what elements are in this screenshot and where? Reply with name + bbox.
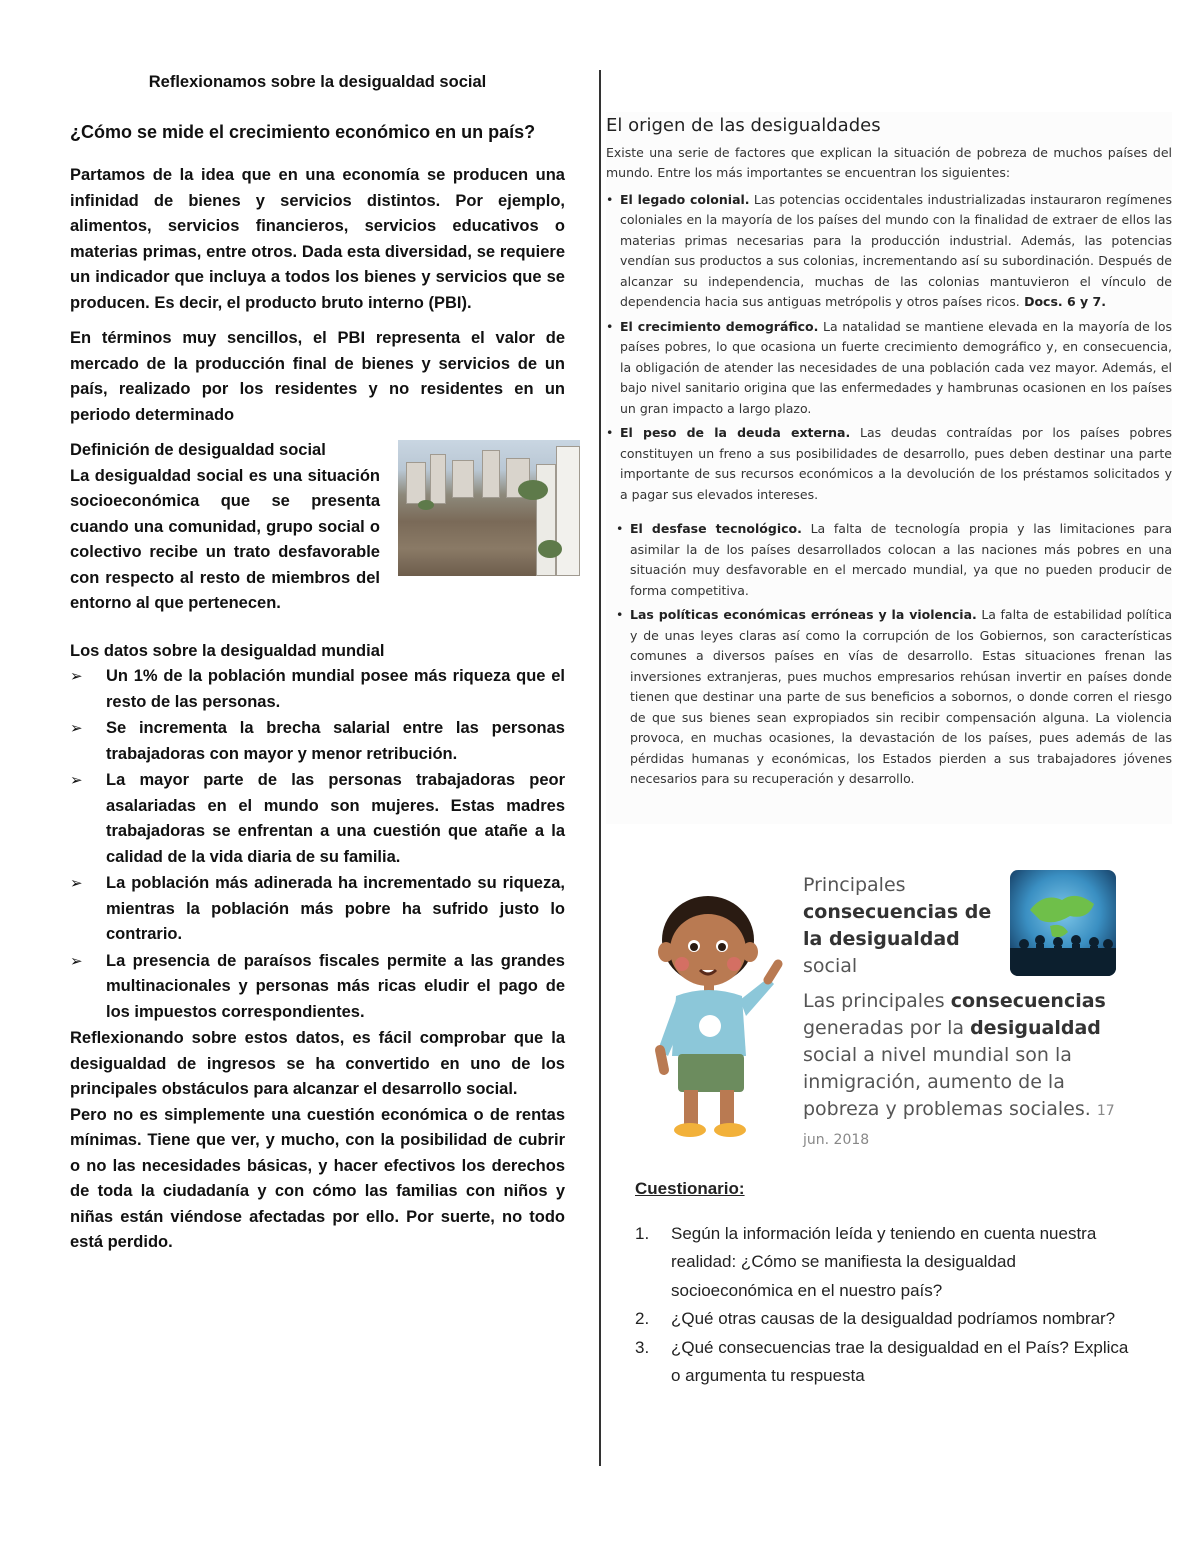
city-inequality-photo: [398, 440, 580, 576]
column-divider: [599, 70, 601, 1466]
questionnaire: [635, 1175, 1135, 1391]
paragraph-reflection: Reflexionando sobre estos datos, es fácil comprobar que la desigualdad de ingresos se ha convertido en uno de los principales obstáculos para alcanzar el desarrollo social.: [70, 1029, 565, 1098]
inequality-data-list: [70, 664, 565, 1025]
page-title: Reflexionamos sobre la desigualdad social: [148, 73, 487, 91]
definition-block: [70, 438, 565, 617]
arrow-bullet-icon: ➢: [70, 772, 83, 789]
excerpt-intro: Existe una serie de factores que explican la situación de pobreza de muchos países del mundo. Entre los más importantes se encuentran los siguientes:: [606, 144, 1172, 180]
child-pointing-illustration: [646, 880, 786, 1142]
globe-people-thumbnail: [1010, 870, 1116, 976]
excerpt-item: • El desfase tecnológico. La falta de tecnología propia y las limitaciones para asimilar la de los países desarrollados colocan a las naciones más pobres en una situación muy desfavorable en el mercado mundial, ya que no pueden producir de forma competitiva.: [616, 519, 1172, 601]
arrow-bullet-icon: ➢: [70, 720, 83, 737]
list-item: ➢ Un 1% de la población mundial posee más riqueza que el resto de las personas.: [70, 664, 565, 715]
question-item: 3. ¿Qué consecuencias trae la desigualdad en el País? Explica o argumenta tu respuesta: [635, 1337, 1129, 1385]
arrow-bullet-icon: ➢: [70, 668, 83, 685]
definition-heading: Definición de desigualdad social: [70, 441, 326, 459]
arrow-bullet-icon: ➢: [70, 952, 83, 970]
excerpt-title: El origen de las desigualdades: [606, 115, 881, 136]
consequences-card: [606, 862, 1126, 1152]
card-title: Principales consecuencias de la desigualdad social: [803, 874, 992, 977]
section-question: ¿Cómo se mide el crecimiento económico en un país?: [70, 121, 536, 142]
card-summary: Las principales consecuencias generadas por la desigualdad social a nivel mundial son la inmigración, aumento de la pobreza y problemas sociales. 17 jun. 2018: [803, 990, 1115, 1148]
paragraph-pbi-intro: Partamos de la idea que en una economía se producen una infinidad de bienes y servicios distintos. Por ejemplo, alimentos, servicios financieros, servicios educativos o materias primas, entre otros. Dada esta diversidad, se requiere un indicador que incluya a todos los bienes y servicios que se producen. Es decir, el producto bruto interno (PBI).: [70, 166, 565, 312]
left-column: [70, 68, 565, 1256]
list-item: ➢ La mayor parte de las personas trabajadoras peor asalariadas en el mundo son mujeres. Estas madres trabajadoras se enfrentan a una cuestión que atañe a la calidad de la vida diaria de su familia.: [70, 768, 565, 870]
paragraph-conclusion: Pero no es simplemente una cuestión económica o de rentas mínimas. Tiene que ver, y mucho, con la posibilidad de cubrir o no las necesidades básicas, y hacer efectivos los derechos de toda la ciudadanía y con cómo las familias con niños y niñas están viéndose afectadas por ello. Por suerte, no todo está perdido.: [70, 1105, 565, 1251]
list-item: ➢ Se incrementa la brecha salarial entre las personas trabajadoras con mayor y menor retribución.: [70, 716, 565, 767]
question-item: 1. Según la información leída y teniendo en cuenta nuestra realidad: ¿Cómo se manifiesta la desigualdad socioeconómica en el nuestro país?: [635, 1223, 1097, 1300]
question-item: 2. ¿Qué otras causas de la desigualdad podríamos nombrar?: [635, 1309, 1116, 1328]
excerpt-item: • El legado colonial. Las potencias occidentales industrializadas instauraron regímenes coloniales en la mayoría de los países del mundo con la finalidad de extraer de ellos las materias primas necesarias para la producción industrial. Además, las potencias vendían sus productos a sus colonias, incrementando así su subordinación. Después de alcanzar su independencia, muchas de las colonias mantuvieron el vínculo de dependencia hacia sus antiguas metrópolis y otros países ricos. Docs. 6 y 7.: [606, 190, 1172, 313]
definition-text: La desigualdad social es una situación socioeconómica que se presenta cuando una comunidad, grupo social o colectivo recibe un trato desfavorable con respecto al resto de miembros del entorno al que pertenecen.: [70, 466, 380, 612]
excerpt-item: • El peso de la deuda externa. Las deudas contraídas por los países pobres constituyen un freno a sus posibilidades de desarrollo, pues deben destinar una parte importante de sus recursos económicos a la devolución de los préstamos solicitados y a pagar sus elevados intereses.: [606, 423, 1172, 505]
textbook-excerpt: [606, 112, 1172, 824]
arrow-bullet-icon: ➢: [70, 875, 83, 892]
data-heading: Los datos sobre la desigualdad mundial: [70, 641, 385, 660]
list-item: ➢ La presencia de paraísos fiscales permite a las grandes multinacionales y personas más ricas eludir el pago de los impuestos correspondientes.: [70, 949, 565, 1026]
card-date: 17 jun. 2018: [803, 1103, 1115, 1148]
excerpt-item: • Las políticas económicas erróneas y la violencia. La falta de estabilidad política y de unas leyes claras así como la corrupción de los Gobiernos, son características comunes a diversos países en vías de desarrollo. Estas situaciones frenan las inversiones extranjeras, pues muchos empresarios rehúsan invertir en países donde tienen que destinar una parte de sus beneficios a sobornos, o donde corren el riesgo de que sus bienes sean expropiados sin recibir compensación alguna. La violencia provoca, en muchas ocasiones, la devastación de los países, pues además de las pérdidas humanas y económicas, los Estados pierden a sus trabajadores jóvenes necesarios para su recuperación y desarrollo.: [616, 605, 1172, 790]
excerpt-item: • El crecimiento demográfico. La natalidad se mantiene elevada en la mayoría de los países pobres, lo que ocasiona un fuerte crecimiento demográfico y, en consecuencia, la obligación de atender las necesidades de una población cada vez mayor. Además, el bajo nivel sanitario origina que las enfermedades y hambrunas ocasionen en los países un gran impacto a largo plazo.: [606, 317, 1172, 420]
paragraph-pbi-definition: En términos muy sencillos, el PBI representa el valor de mercado de la producción final de bienes y servicios de un país, realizado por los residentes y no residentes en un periodo determinado: [70, 329, 565, 424]
questionnaire-heading: Cuestionario:: [635, 1179, 745, 1198]
question-list: [635, 1220, 1135, 1391]
list-item: ➢ La población más adinerada ha incrementado su riqueza, mientras la población más pobre ha sufrido justo lo contrario.: [70, 871, 565, 948]
